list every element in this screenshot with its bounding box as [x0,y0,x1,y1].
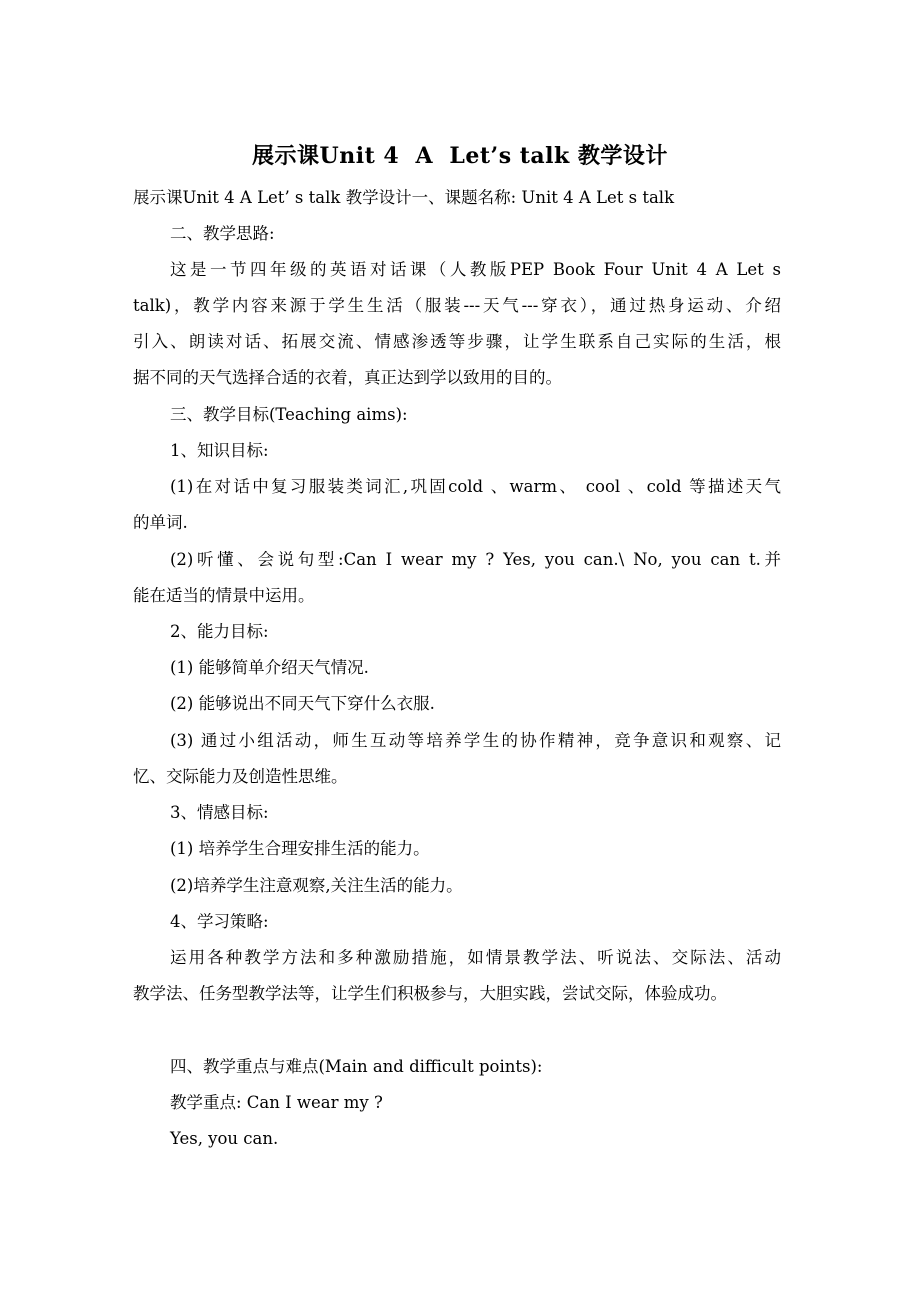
paragraph-line: (1)在对话中复习服装类词汇,巩固cold 、warm、 cool 、cold 等描述天气 [170,477,781,496]
section-heading-teaching-aims: 三、教学目标(Teaching aims): [170,405,408,424]
intro-line: 展示课Unit 4 A Let’ s talk 教学设计一、课题名称: Unit 4 A Let s talk [133,188,675,207]
subheading-learning-strategy: 4、学习策略: [170,912,269,931]
document-title: 展示课Unit 4 A Let’s talk 教学设计 [252,143,668,169]
paragraph-line: 教学法、任务型教学法等，让学生们积极参与，大胆实践，尝试交际，体验成功。 [133,984,727,1003]
subheading-knowledge-goals: 1、知识目标: [170,441,269,460]
paragraph-line: talk)，教学内容来源于学生生活（服装---天气---穿衣），通过热身运动、介绍 [133,296,781,315]
list-item: (2)培养学生注意观察,关注生活的能力。 [170,876,463,895]
paragraph-line: 这是一节四年级的英语对话课（人教版PEP Book Four Unit 4 A Let s [170,260,781,279]
subheading-ability-goals: 2、能力目标: [170,622,269,641]
paragraph-line: 引入、朗读对话、拓展交流、情感渗透等步骤，让学生联系自己实际的生活，根 [133,332,781,351]
paragraph-line: (2)听懂、会说句型:Can I wear my ? Yes, you can.\ No, you can t.并 [170,550,781,569]
section-heading-key-points: 四、教学重点与难点(Main and difficult points): [170,1057,543,1076]
section-heading-teaching-idea: 二、教学思路: [170,224,275,243]
paragraph-line: 据不同的天气选择合适的衣着，真正达到学以致用的目的。 [133,368,562,387]
subheading-emotion-goals: 3、情感目标: [170,803,269,822]
paragraph-line: 运用各种教学方法和多种激励措施，如情景教学法、听说法、交际法、活动 [170,948,781,967]
key-point-line: 教学重点: Can I wear my ? [170,1093,383,1112]
paragraph-line: 忆、交际能力及创造性思维。 [133,767,348,786]
list-item: (1) 能够简单介绍天气情况. [170,658,369,677]
key-point-line: Yes, you can. [170,1129,279,1148]
paragraph-line: 能在适当的情景中运用。 [133,586,315,605]
list-item: (3) 通过小组活动，师生互动等培养学生的协作精神，竞争意识和观察、记 [170,731,781,750]
list-item: (1) 培养学生合理安排生活的能力。 [170,839,430,858]
paragraph-line: 的单词. [133,513,188,532]
list-item: (2) 能够说出不同天气下穿什么衣服. [170,694,435,713]
